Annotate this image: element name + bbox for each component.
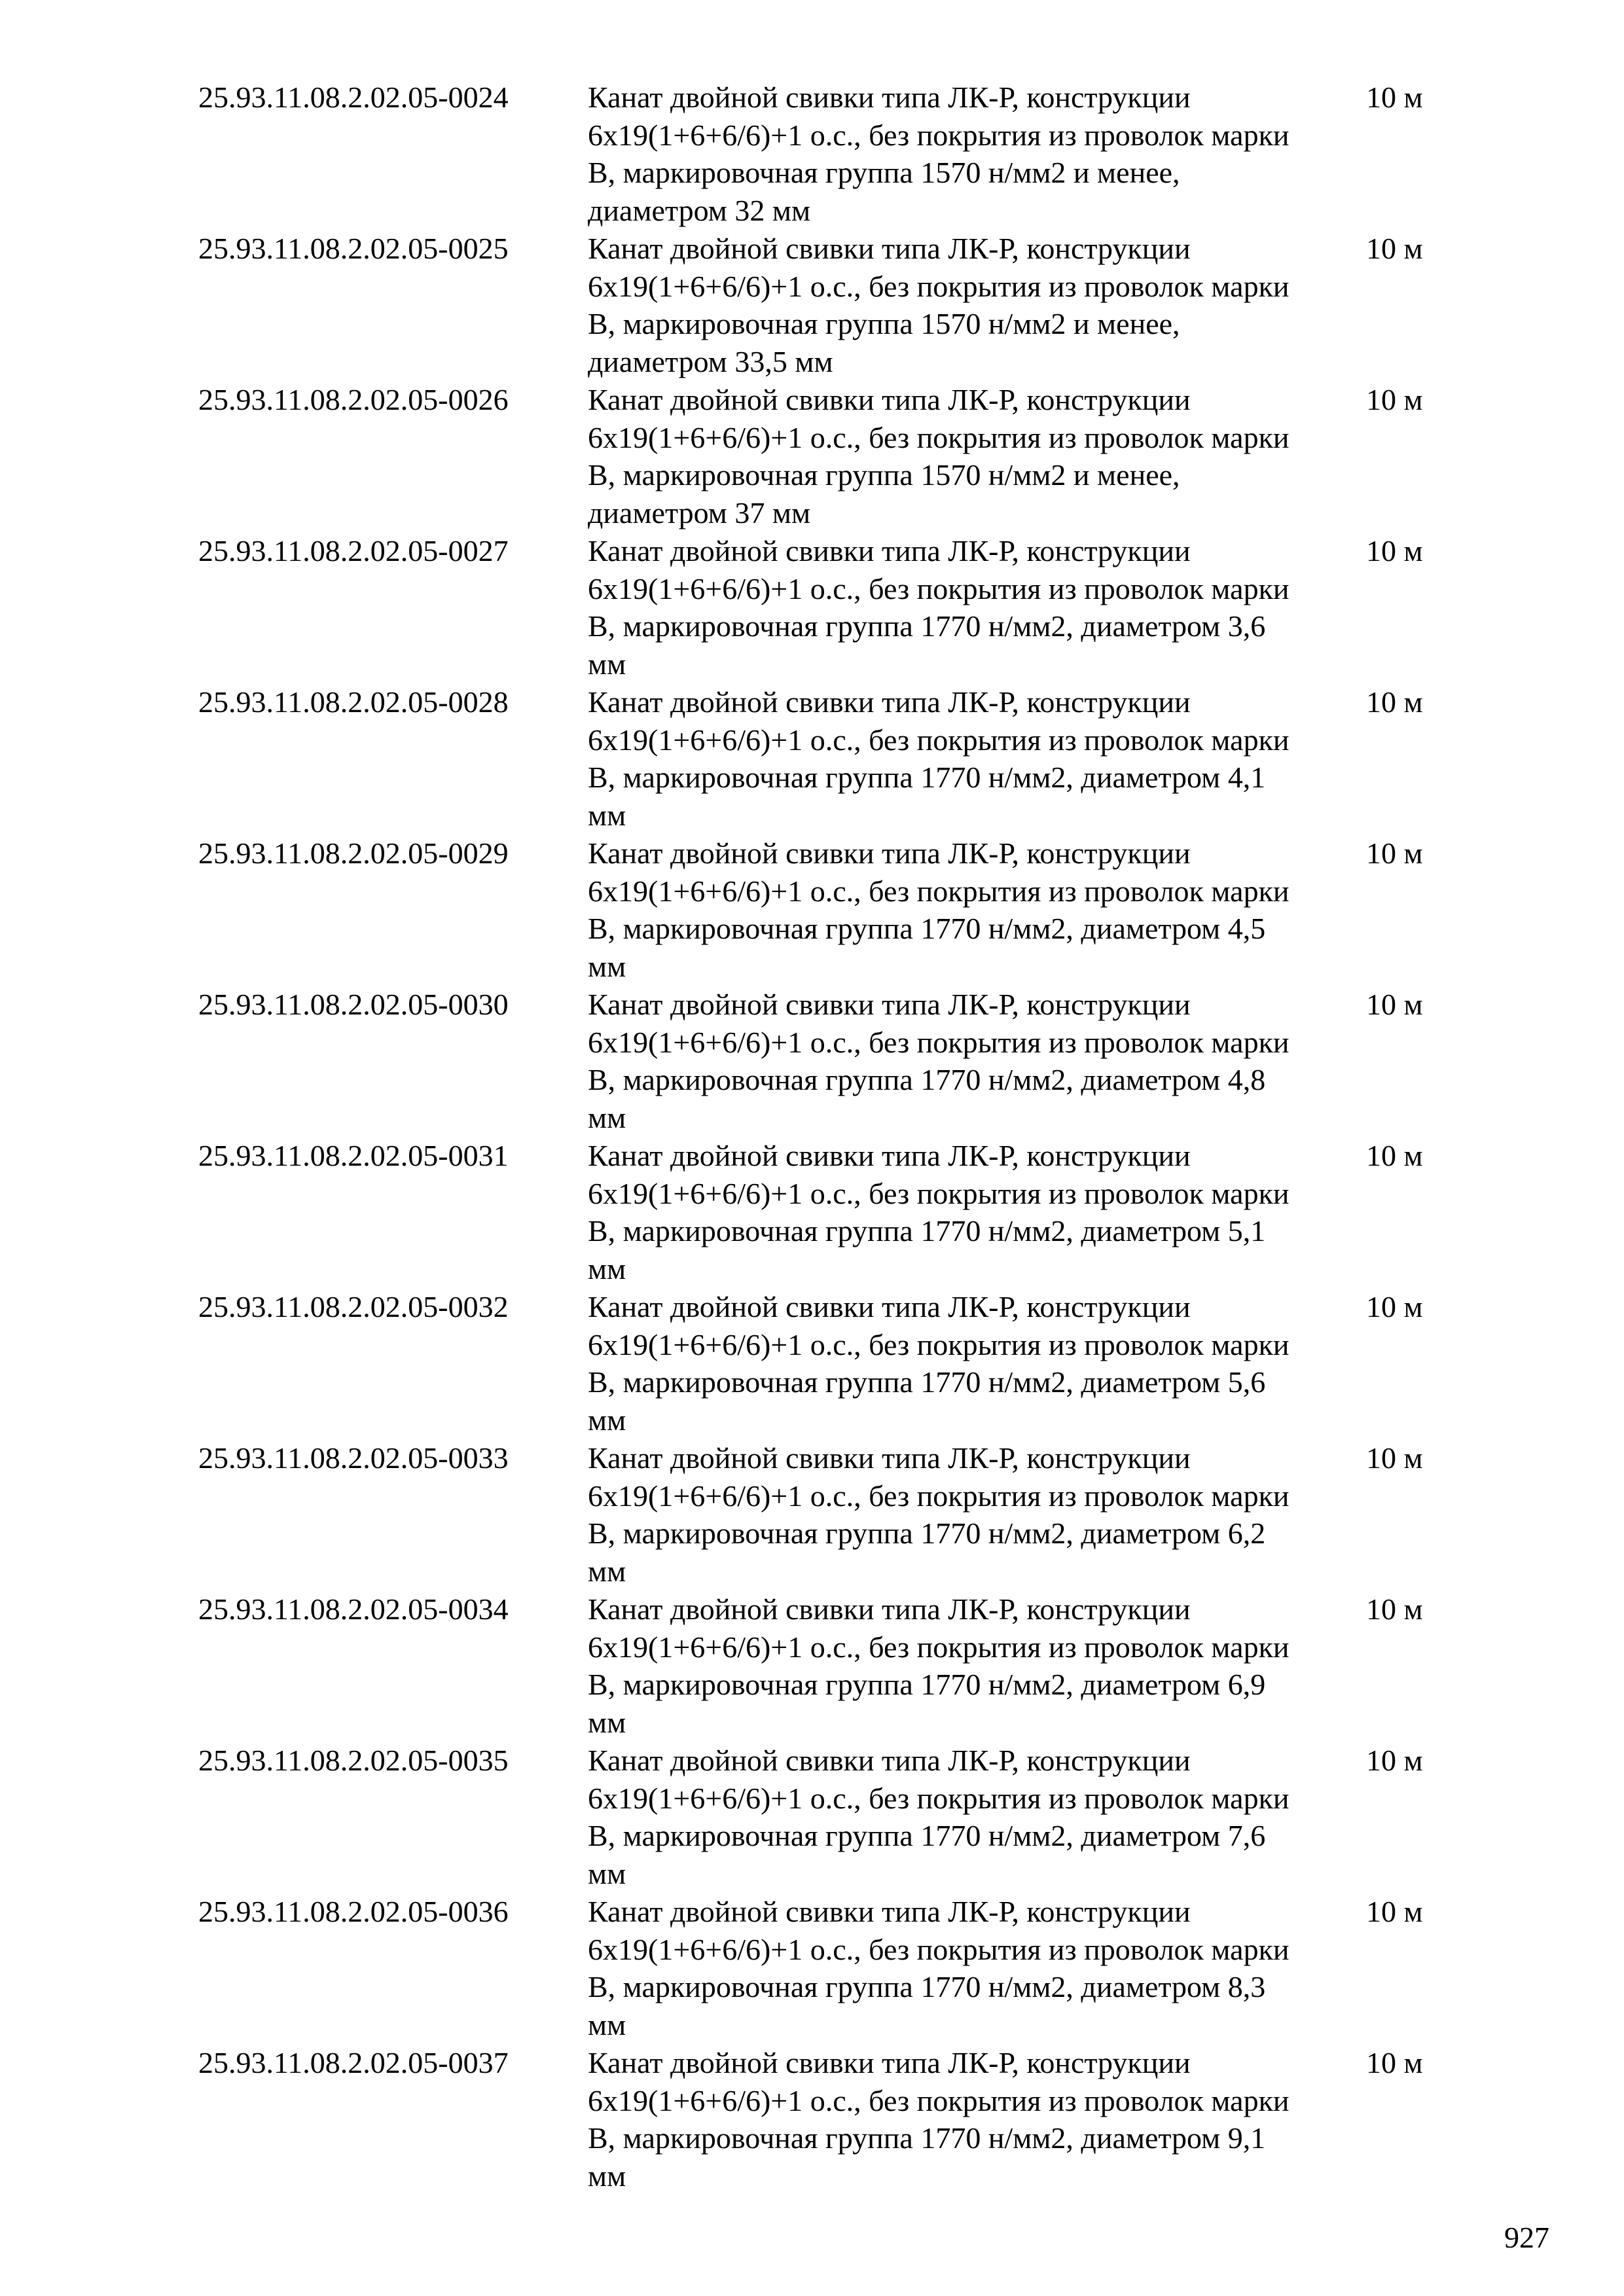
resource-code: 25.93.11.08.2.02.05-0028 <box>198 685 509 719</box>
resource-description: Канат двойной свивки типа ЛК-Р, конструкции 6х19(1+6+6/6)+1 о.с., без покрытия из проволок марки В, маркировочная группа 1770 н/мм2, диаметром 3,6 мм <box>588 534 1290 681</box>
resource-code: 25.93.11.08.2.02.05-0030 <box>198 988 509 1021</box>
resource-description: Канат двойной свивки типа ЛК-Р, конструкции 6х19(1+6+6/6)+1 о.с., без покрытия из проволок марки В, маркировочная группа 1770 н/мм2, диаметром 7,6 мм <box>588 1744 1290 1890</box>
table-row <box>0 1439 1624 1590</box>
unit-of-measure: 10 м <box>1366 1290 1423 1323</box>
table-row <box>0 230 1624 380</box>
table-row <box>0 986 1624 1136</box>
unit-of-measure: 10 м <box>1366 836 1423 870</box>
table-row <box>0 532 1624 683</box>
unit-of-measure: 10 м <box>1366 685 1423 719</box>
resource-code: 25.93.11.08.2.02.05-0024 <box>198 81 509 114</box>
table-row <box>0 1288 1624 1439</box>
unit-of-measure: 10 м <box>1366 1441 1423 1475</box>
unit-of-measure: 10 м <box>1366 81 1423 114</box>
unit-of-measure: 10 м <box>1366 1139 1423 1172</box>
resource-code: 25.93.11.08.2.02.05-0026 <box>198 383 509 416</box>
resource-code: 25.93.11.08.2.02.05-0025 <box>198 232 509 265</box>
resource-description: Канат двойной свивки типа ЛК-Р, конструкции 6х19(1+6+6/6)+1 о.с., без покрытия из проволок марки В, маркировочная группа 1770 н/мм2, диаметром 6,2 мм <box>588 1441 1290 1588</box>
table-row <box>0 834 1624 985</box>
table-row <box>0 2044 1624 2195</box>
resource-code: 25.93.11.08.2.02.05-0035 <box>198 1744 509 1777</box>
unit-of-measure: 10 м <box>1366 1592 1423 1626</box>
table-row <box>0 1590 1624 1741</box>
table-row <box>0 1893 1624 2043</box>
resource-description: Канат двойной свивки типа ЛК-Р, конструкции 6х19(1+6+6/6)+1 о.с., без покрытия из проволок марки В, маркировочная группа 1770 н/мм2, диаметром 6,9 мм <box>588 1592 1290 1739</box>
unit-of-measure: 10 м <box>1366 2046 1423 2079</box>
unit-of-measure: 10 м <box>1366 232 1423 265</box>
resource-description: Канат двойной свивки типа ЛК-Р, конструкции 6х19(1+6+6/6)+1 о.с., без покрытия из проволок марки В, маркировочная группа 1770 н/мм2, диаметром 4,8 мм <box>588 988 1290 1134</box>
resource-code: 25.93.11.08.2.02.05-0034 <box>198 1592 509 1626</box>
resource-code: 25.93.11.08.2.02.05-0037 <box>198 2046 509 2079</box>
table-row <box>0 1137 1624 1287</box>
table-row <box>0 79 1624 229</box>
unit-of-measure: 10 м <box>1366 1895 1423 1928</box>
resource-code: 25.93.11.08.2.02.05-0027 <box>198 534 509 567</box>
unit-of-measure: 10 м <box>1366 534 1423 567</box>
unit-of-measure: 10 м <box>1366 383 1423 416</box>
resource-description: Канат двойной свивки типа ЛК-Р, конструкции 6х19(1+6+6/6)+1 о.с., без покрытия из проволок марки В, маркировочная группа 1770 н/мм2, диаметром 4,5 мм <box>588 836 1290 983</box>
resource-description: Канат двойной свивки типа ЛК-Р, конструкции 6х19(1+6+6/6)+1 о.с., без покрытия из проволок марки В, маркировочная группа 1570 н/мм2 и менее, диаметром 37 мм <box>588 383 1290 529</box>
resource-code: 25.93.11.08.2.02.05-0036 <box>198 1895 509 1928</box>
unit-of-measure: 10 м <box>1366 1744 1423 1777</box>
resource-description: Канат двойной свивки типа ЛК-Р, конструкции 6х19(1+6+6/6)+1 о.с., без покрытия из проволок марки В, маркировочная группа 1770 н/мм2, диаметром 5,1 мм <box>588 1139 1290 1285</box>
table-row <box>0 683 1624 834</box>
table-row <box>0 381 1624 531</box>
unit-of-measure: 10 м <box>1366 988 1423 1021</box>
resource-description: Канат двойной свивки типа ЛК-Р, конструкции 6х19(1+6+6/6)+1 о.с., без покрытия из проволок марки В, маркировочная группа 1770 н/мм2, диаметром 8,3 мм <box>588 1895 1290 2041</box>
resource-description: Канат двойной свивки типа ЛК-Р, конструкции 6х19(1+6+6/6)+1 о.с., без покрытия из проволок марки В, маркировочная группа 1770 н/мм2, диаметром 4,1 мм <box>588 685 1290 832</box>
resource-description: Канат двойной свивки типа ЛК-Р, конструкции 6х19(1+6+6/6)+1 о.с., без покрытия из проволок марки В, маркировочная группа 1770 н/мм2, диаметром 9,1 мм <box>588 2046 1290 2193</box>
resource-code: 25.93.11.08.2.02.05-0032 <box>198 1290 509 1323</box>
resource-description: Канат двойной свивки типа ЛК-Р, конструкции 6х19(1+6+6/6)+1 о.с., без покрытия из проволок марки В, маркировочная группа 1770 н/мм2, диаметром 5,6 мм <box>588 1290 1290 1437</box>
resource-description: Канат двойной свивки типа ЛК-Р, конструкции 6х19(1+6+6/6)+1 о.с., без покрытия из проволок марки В, маркировочная группа 1570 н/мм2 и менее, диаметром 33,5 мм <box>588 232 1290 378</box>
resource-code: 25.93.11.08.2.02.05-0033 <box>198 1441 509 1475</box>
resource-code: 25.93.11.08.2.02.05-0031 <box>198 1139 509 1172</box>
resource-code: 25.93.11.08.2.02.05-0029 <box>198 836 509 870</box>
table-row <box>0 1742 1624 1892</box>
resource-description: Канат двойной свивки типа ЛК-Р, конструкции 6х19(1+6+6/6)+1 о.с., без покрытия из проволок марки В, маркировочная группа 1570 н/мм2 и менее, диаметром 32 мм <box>588 81 1290 227</box>
page-number: 927 <box>1504 2221 1549 2254</box>
